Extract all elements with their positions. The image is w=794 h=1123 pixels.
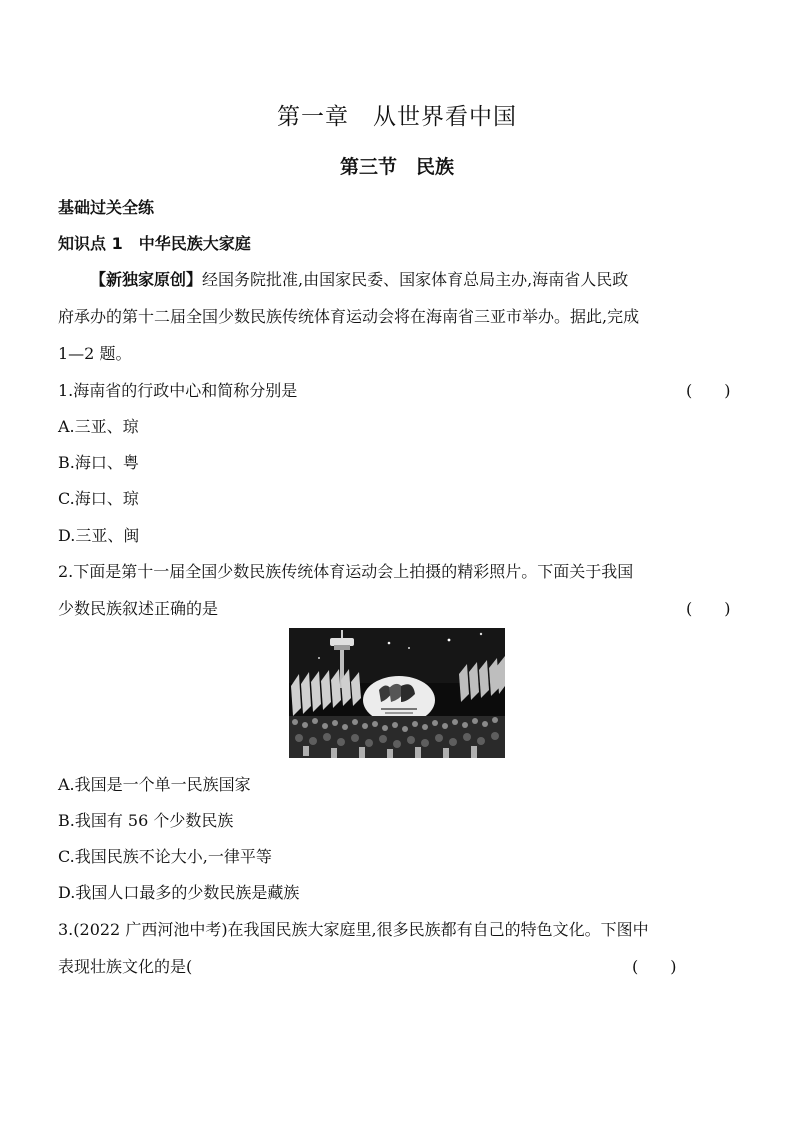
question-3-stem-line-2: 表现壮族文化的是( <box>58 957 193 976</box>
question-2-answer-bracket: ( ) <box>686 599 731 618</box>
section-title: 第三节 民族 <box>339 156 454 178</box>
question-2-option-c: C.我国民族不论大小,一律平等 <box>58 847 272 866</box>
question-2-option-b: B.我国有 56 个少数民族 <box>58 811 234 830</box>
question-1-option-c: C.海口、琼 <box>58 489 139 508</box>
question-1-answer-bracket: ( ) <box>686 381 731 400</box>
intro-tag: 【新独家原创】 <box>90 270 203 289</box>
practice-heading: 基础过关全练 <box>58 198 155 217</box>
question-2-stem-line-1: 2.下面是第十一届全国少数民族传统体育运动会上拍摄的精彩照片。下面关于我国 <box>58 562 634 581</box>
question-1-stem: 1.海南省的行政中心和简称分别是 <box>58 381 298 400</box>
question-2-option-d: D.我国人口最多的少数民族是藏族 <box>58 883 300 902</box>
intro-line-1 <box>90 267 628 290</box>
question-1-option-a: A.三亚、琼 <box>58 417 139 436</box>
question-2-stem-line-2: 少数民族叙述正确的是 <box>58 599 219 618</box>
question-1-option-b: B.海口、粤 <box>58 453 139 472</box>
intro-line-3: 1—2 题。 <box>58 344 132 363</box>
question-1-option-d: D.三亚、闽 <box>58 526 140 545</box>
question-3-stem-line-1: 3.(2022 广西河池中考)在我国民族大家庭里,很多民族都有自己的特色文化。下图中 <box>58 920 649 939</box>
sports-games-photo <box>289 628 505 758</box>
intro-text-1: 经国务院批准,由国家民委、国家体育总局主办,海南省人民政 <box>202 270 629 289</box>
intro-line-2: 府承办的第十二届全国少数民族传统体育运动会将在海南省三亚市举办。据此,完成 <box>58 307 640 326</box>
question-2-option-a: A.我国是一个单一民族国家 <box>58 775 251 794</box>
chapter-title: 第一章 从世界看中国 <box>277 104 517 130</box>
knowledge-point-heading: 知识点 1 中华民族大家庭 <box>58 234 251 253</box>
question-3-answer-bracket: ( ) <box>632 957 677 976</box>
